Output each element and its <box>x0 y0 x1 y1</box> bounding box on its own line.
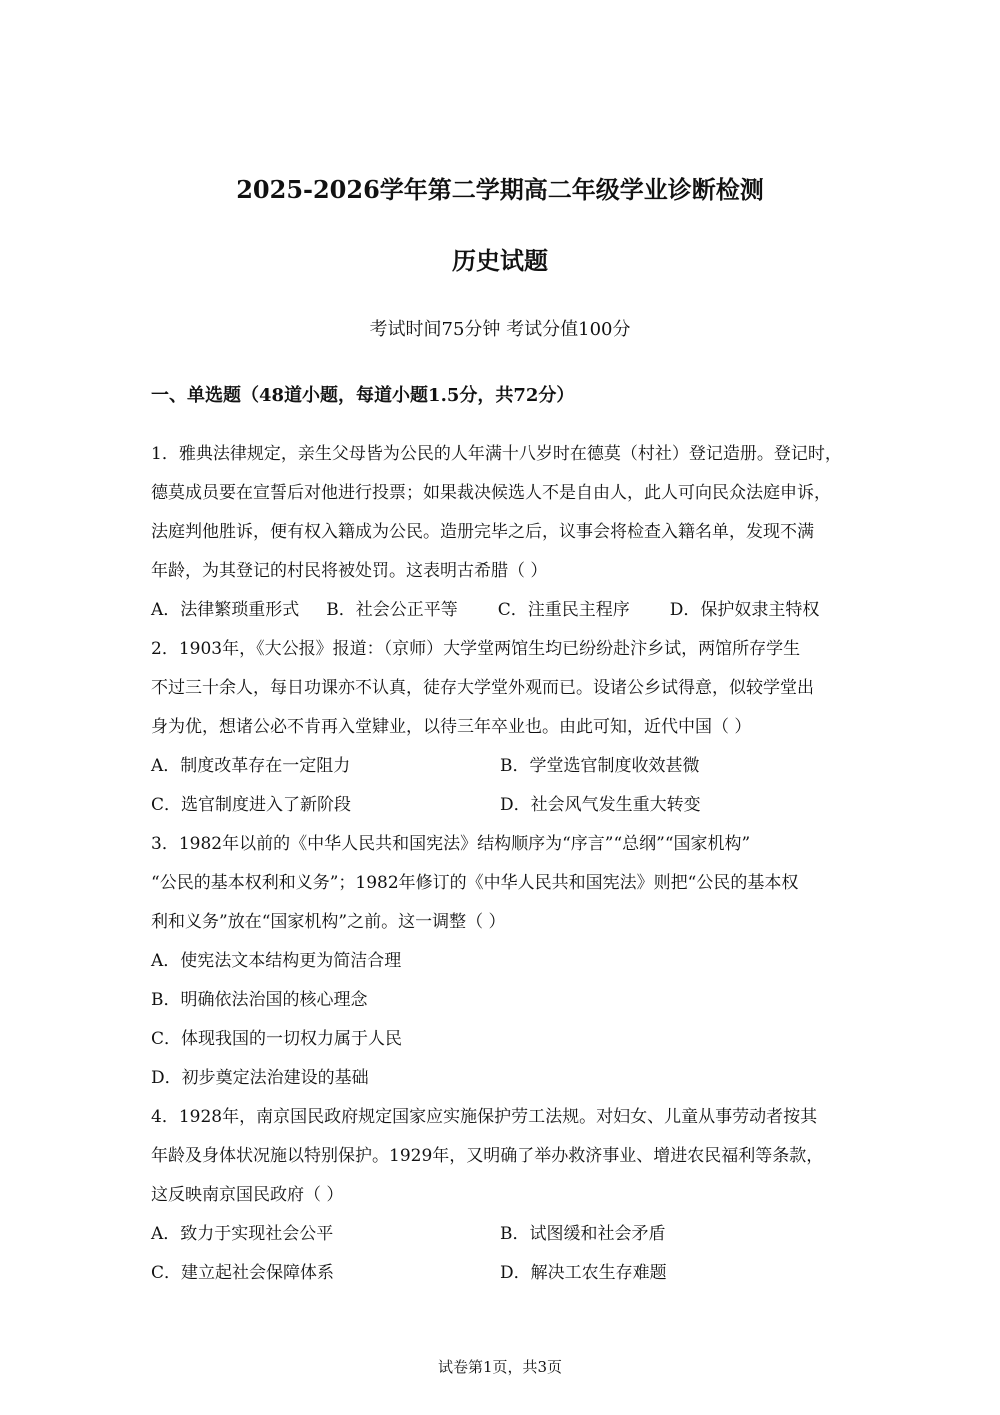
option-c: C．选官制度进入了新阶段 <box>151 795 352 815</box>
question-stem-line: 年龄，为其登记的村民将被处罚。这表明古希腊（ ） <box>151 561 548 581</box>
options-row <box>151 1254 863 1293</box>
section-heading: 一、单选题（48道小题，每道小题1.5分，共72分） <box>151 385 575 406</box>
exam-title: 2025-2026学年第二学期高二年级学业诊断检测 <box>236 175 764 204</box>
options-row <box>151 747 863 786</box>
option-b: B．明确依法治国的核心理念 <box>151 990 368 1010</box>
option-d: D．初步奠定法治建设的基础 <box>151 1068 369 1088</box>
options-row <box>151 786 863 825</box>
question-list <box>151 435 863 1293</box>
question-2 <box>151 630 863 825</box>
question-stem-line: 3．1982年以前的《中华人民共和国宪法》结构顺序为“序言”“总纲”“国家机构” <box>151 834 751 854</box>
question-stem-line: 不过三十余人，每日功课亦不认真，徒存大学堂外观而已。设诸公乡试得意，似较学堂出 <box>151 678 814 698</box>
option-a: A．制度改革存在一定阻力 <box>151 756 351 776</box>
question-stem-line: 德莫成员要在宣誓后对他进行投票；如果裁决候选人不是自由人，此人可向民众法庭申诉， <box>151 483 831 503</box>
question-stem-line: 年龄及身体状况施以特别保护。1929年，又明确了举办救济事业、增进农民福利等条款， <box>151 1146 824 1166</box>
option-b: B．试图缓和社会矛盾 <box>500 1224 666 1244</box>
question-stem-line: 1．雅典法律规定，亲生父母皆为公民的人年满十八岁时在德莫（村社）登记造册。登记时， <box>151 444 842 464</box>
options-row <box>151 1215 863 1254</box>
option-a: A．使宪法文本结构更为简洁合理 <box>151 951 402 971</box>
question-stem-line: “公民的基本权利和义务”；1982年修订的《中华人民共和国宪法》则把“公民的基本权 <box>151 873 799 893</box>
option-c: C．建立起社会保障体系 <box>151 1263 335 1283</box>
option-b: B．社会公正平等 <box>326 600 458 620</box>
question-3 <box>151 825 863 1098</box>
question-stem-line: 4．1928年，南京国民政府规定国家应实施保护劳工法规。对妇女、儿童从事劳动者按其 <box>151 1107 818 1127</box>
question-stem-line: 身为优，想诸公必不肯再入堂肄业，以待三年卒业也。由此可知，近代中国（ ） <box>151 717 752 737</box>
options-list <box>151 942 863 1098</box>
options-row <box>151 591 863 630</box>
option-a: A．致力于实现社会公平 <box>151 1224 334 1244</box>
question-1 <box>151 435 863 630</box>
question-stem-line: 利和义务”放在“国家机构”之前。这一调整（ ） <box>151 912 506 932</box>
question-stem-line: 法庭判他胜诉，便有权入籍成为公民。造册完毕之后，议事会将检查入籍名单，发现不满 <box>151 522 814 542</box>
option-d: D．社会风气发生重大转变 <box>500 795 701 815</box>
page-footer: 试卷第1页，共3页 <box>437 1358 563 1376</box>
exam-subtitle: 历史试题 <box>452 246 548 275</box>
option-d: D．解决工农生存难题 <box>500 1263 667 1283</box>
question-4 <box>151 1098 863 1293</box>
question-stem-line: 这反映南京国民政府（ ） <box>151 1185 344 1205</box>
option-d: D．保护奴隶主特权 <box>669 600 820 620</box>
question-stem-line: 2．1903年，《大公报》报道：（京师）大学堂两馆生均已纷纷赴汴乡试，两馆所存学生 <box>151 639 801 659</box>
option-a: A．法律繁琐重形式 <box>151 600 300 620</box>
option-b: B．学堂选官制度收效甚微 <box>500 756 700 776</box>
exam-info: 考试时间75分钟 考试分值100分 <box>369 319 631 340</box>
option-c: C．注重民主程序 <box>497 600 630 620</box>
option-c: C．体现我国的一切权力属于人民 <box>151 1029 403 1049</box>
